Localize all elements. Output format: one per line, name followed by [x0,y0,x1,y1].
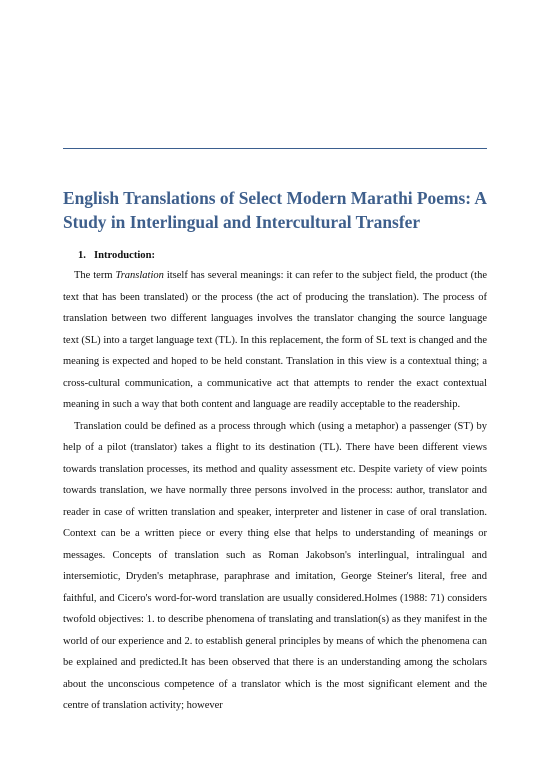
paragraph-2: Translation could be defined as a process through which (using a metaphor) a passenger (ST) by help of a pilot (translator) takes a flight to its destination (TL). There have been different views towards translation processes, its method and quality assessment etc. Despite variety of view points towards translation, we have normally three persons involved in the process: author, translator and reader in case of written translation and speaker, interpreter and listener in case of oral translation. Context can be a written piece or every thing else that helps to understanding of meanings or messages. Concepts of translation such as Roman Jakobson's interlingual, intralingual and intersemiotic, Dryden's metaphrase, paraphrase and imitation, George Steiner's literal, free and faithful, and Cicero's word-for-word translation are usually considered.Holmes (1988: 71) considers twofold objectives: 1. to describe phenomena of translating and translation(s) as they manifest in the world of our experience and 2. to establish general principles by means of which the phenomena can be explained and predicted.It has been observed that there is an understanding among the scholars about the unconscious competence of a translator which is the most significant element and the centre of translation activity; however [63,420,487,711]
paragraph-1 [63,265,487,416]
paragraph-1-lead: The term [74,270,116,281]
header-rule [63,148,487,149]
section-number: 1. [78,250,86,261]
section-heading [78,248,155,264]
term-translation: Translation [115,270,164,281]
paragraph-1-rest: itself has several meanings: it can refer to the subject field, the product (the text that has been translated) or the process (the act of producing the translation). The process of translation between two different languages involves the translator changing the source language text (SL) into a target language text (TL). In this replacement, the form of SL text is changed and the meaning is expected and hoped to be held constant. Translation in this view is a contextual thing; a cross-cultural communication, a communicative act that attempts to render the exact contextual meaning in such a way that both content and language are readily acceptable to the readership. [63,270,487,410]
page-title: English Translations of Select Modern Marathi Poems: A Study in Interlingual and Intercultural Transfer [63,188,487,232]
section-title: Introduction: [94,250,156,261]
body-text [63,265,487,717]
